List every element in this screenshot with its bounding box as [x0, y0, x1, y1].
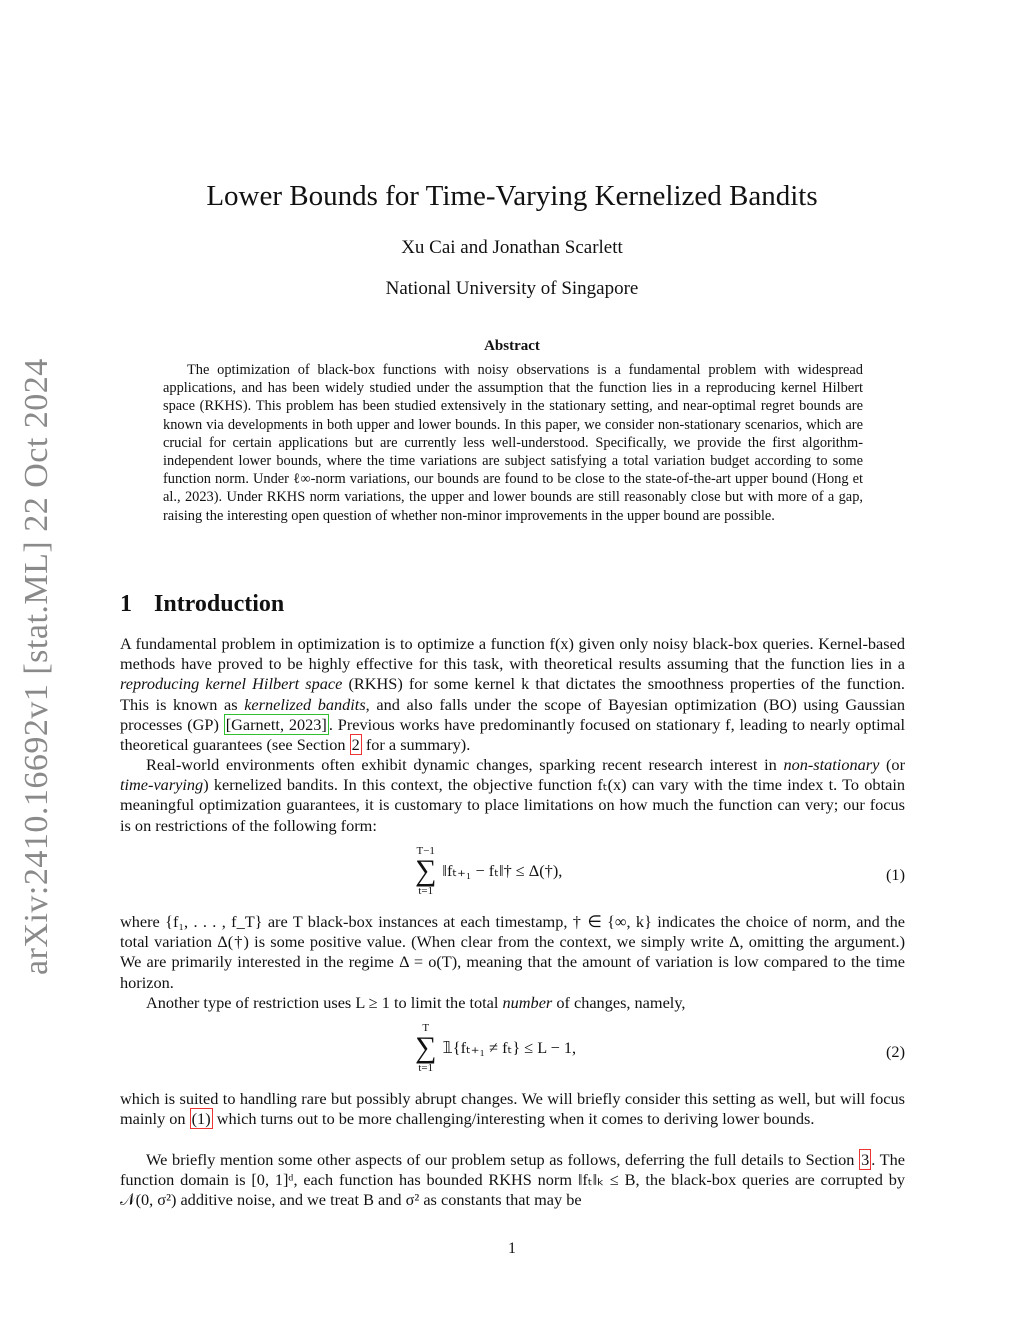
page-number: 1 — [508, 1240, 516, 1257]
summation-symbol: T ∑ t=1 — [415, 1022, 437, 1074]
equation-ref-link-1[interactable]: (1) — [191, 1109, 211, 1129]
paper-affiliation: National University of Singapore — [385, 278, 639, 299]
abstract-heading: Abstract — [484, 338, 540, 354]
section-number: 1 — [120, 591, 132, 617]
equation-2 — [120, 1022, 905, 1082]
paragraph-5: which is suited to handling rare but possibly abrupt changes. We will briefly consider this setting as well, but will focus mainly on (1) which turns out to be more challenging/interesting when it comes to deriving lower bounds. — [120, 1089, 905, 1129]
equation-1-body: ‖fₜ₊₁ − fₜ‖† ≤ Δ(†), — [442, 861, 563, 880]
section-ref-link-2[interactable]: 2 — [351, 735, 360, 755]
arxiv-identifier-stamp: arXiv:2410.16692v1 [stat.ML] 22 Oct 2024 — [18, 358, 55, 975]
paragraph-1: A fundamental problem in optimization is to optimize a function f(x) given only noisy black-box queries. Kernel-based methods have proved to be highly effective for this task, with theoretical results assuming that the function lies in a reproducing kernel Hilbert space (RKHS) for some kernel k that dictates the smoothness properties of the function. This is known as kernelized bandits, and also falls under the scope of Bayesian optimization (BO) using Gaussian processes (GP) [Garnett, 2023] . Previous works have predominantly focused on stationary f, leading to nearly optimal theoretical guarantees (see Section 2 for a summary). — [120, 634, 906, 755]
section-heading — [120, 591, 284, 618]
paragraph-4: Another type of restriction uses L ≥ 1 to limit the total number of changes, namely, — [146, 993, 686, 1012]
paper-authors: Xu Cai and Jonathan Scarlett — [401, 237, 623, 258]
equation-1 — [120, 845, 905, 905]
equation-2-number: (2) — [886, 1042, 905, 1061]
paper-title: Lower Bounds for Time-Varying Kernelized Bandits — [206, 180, 818, 212]
paragraph-3: where {f₁, . . . , f_T} are T black-box instances at each timestamp, † ∈ {∞, k} indicates the choice of norm, and the total variation Δ(†) is some positive value. (When clear from the context, we simply write Δ, omitting the argument.) We are primarily interested in the regime Δ = o(T), meaning that the amount of variation is low compared to the time horizon. — [120, 912, 905, 992]
section-ref-link-3[interactable]: 3 — [861, 1150, 870, 1169]
section-title: Introduction — [154, 591, 285, 617]
paragraph-6: We briefly mention some other aspects of our problem setup as follows, deferring the full details to Section 3 . The function domain is [0, 1]ᵈ, each function has bounded RKHS norm ‖fₜ‖ₖ ≤ B, the black-box queries are corrupted by 𝒩(0, σ²) additive noise, and we treat B and σ² as constants that may be — [120, 1150, 905, 1210]
citation-link-garnett[interactable]: [Garnett, 2023] — [225, 714, 327, 734]
summation-symbol: T−1 ∑ t=1 — [415, 845, 437, 897]
equation-1-number: (1) — [886, 865, 905, 884]
paragraph-2: Real-world environments often exhibit dynamic changes, sparking recent research interest in non-stationary (or time-varying) kernelized bandits. In this context, the objective function fₜ(x) can vary with the time index t. To obtain meaningful optimization guarantees, it is customary to place limitations on how much the function can very; our focus is on restrictions of the following form: — [120, 755, 905, 835]
abstract-text: The optimization of black-box functions with noisy observations is a fundamental problem with widespread applications, and has been widely studied under the assumption that the function lies in a reproducing kernel Hilbert space (RKHS). This problem has been studied extensively in the stationary setting, and near-optimal regret bounds are known via developments in both upper and lower bounds. In this paper, we consider non-stationary scenarios, which are crucial for certain applications but are currently less well-understood. Specifically, we provide the first algorithm-independent lower bounds, where the time variations are subject satisfying a total variation budget according to some function norm. Under ℓ∞-norm variations, our bounds are found to be close to the state-of-the-art upper bound (Hong et al., 2023). Under RKHS norm variations, the upper and lower bounds are still reasonably close but with more of a gap, raising the interesting open question of whether non-minor improvements in the upper bound are possible. — [163, 362, 863, 524]
equation-2-body: 𝟙{fₜ₊₁ ≠ fₜ} ≤ L − 1, — [442, 1038, 577, 1057]
